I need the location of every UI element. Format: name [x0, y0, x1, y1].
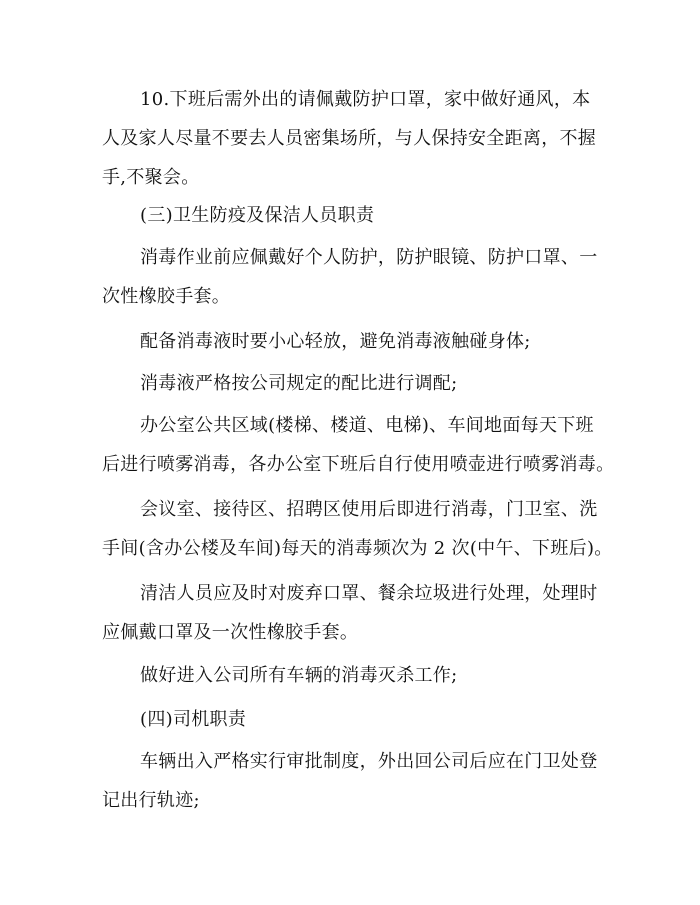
paragraph-line: 清洁人员应及时对废弃口罩、餐余垃圾进行处理，处理时: [140, 583, 598, 604]
paragraph-cleaners: [102, 574, 602, 652]
paragraph-line: 办公室公共区域(楼梯、楼道、电梯)、车间地面每天下班: [140, 415, 594, 436]
paragraph-line: 车辆出入严格实行审批制度，外出回公司后应在门卫处登: [140, 751, 598, 772]
paragraph-handle-liquid: [102, 322, 602, 361]
paragraph-line: 应佩戴口罩及一次性橡胶手套。: [102, 622, 359, 643]
paragraph-line: 配备消毒液时要小心轻放，避免消毒液触碰身体;: [140, 331, 531, 352]
paragraph-line: 做好进入公司所有车辆的消毒灭杀工作;: [140, 665, 458, 686]
paragraph-line: 消毒作业前应佩戴好个人防护，防护眼镜、防护口罩、一: [140, 247, 598, 268]
paragraph-line: 记出行轨迹;: [102, 790, 200, 811]
section-heading-4: [102, 700, 602, 739]
heading-line: (四)司机职责: [140, 709, 247, 730]
paragraph-vehicles: [102, 656, 602, 695]
section-heading-3: [102, 196, 602, 235]
paragraph-line: 消毒液严格按公司规定的配比进行调配;: [140, 373, 458, 394]
paragraph-line: 人及家人尽量不要去人员密集场所，与人保持安全距离，不握: [102, 128, 597, 149]
paragraph-line: 手,不聚会。: [102, 167, 200, 188]
paragraph-line: 10.下班后需外出的请佩戴防护口罩，家中做好通风，本: [140, 89, 591, 110]
paragraph-line: 后进行喷雾消毒，各办公室下班后自行使用喷壶进行喷雾消毒。: [102, 454, 615, 475]
paragraph-ratio: [102, 364, 602, 403]
paragraph-line: 手间(含办公楼及车间)每天的消毒频次为 2 次(中午、下班后)。: [102, 538, 613, 559]
heading-line: (三)卫生防疫及保洁人员职责: [140, 205, 375, 226]
paragraph-line: 会议室、接待区、招聘区使用后即进行消毒，门卫室、洗: [140, 499, 598, 520]
paragraph-frequency: [102, 490, 613, 568]
paragraph-line: 次性橡胶手套。: [102, 286, 231, 307]
paragraph-office-spray: [102, 406, 615, 484]
paragraph-driver-approval: [102, 742, 602, 820]
paragraph-item-10: [102, 80, 602, 197]
paragraph-protection: [102, 238, 602, 316]
